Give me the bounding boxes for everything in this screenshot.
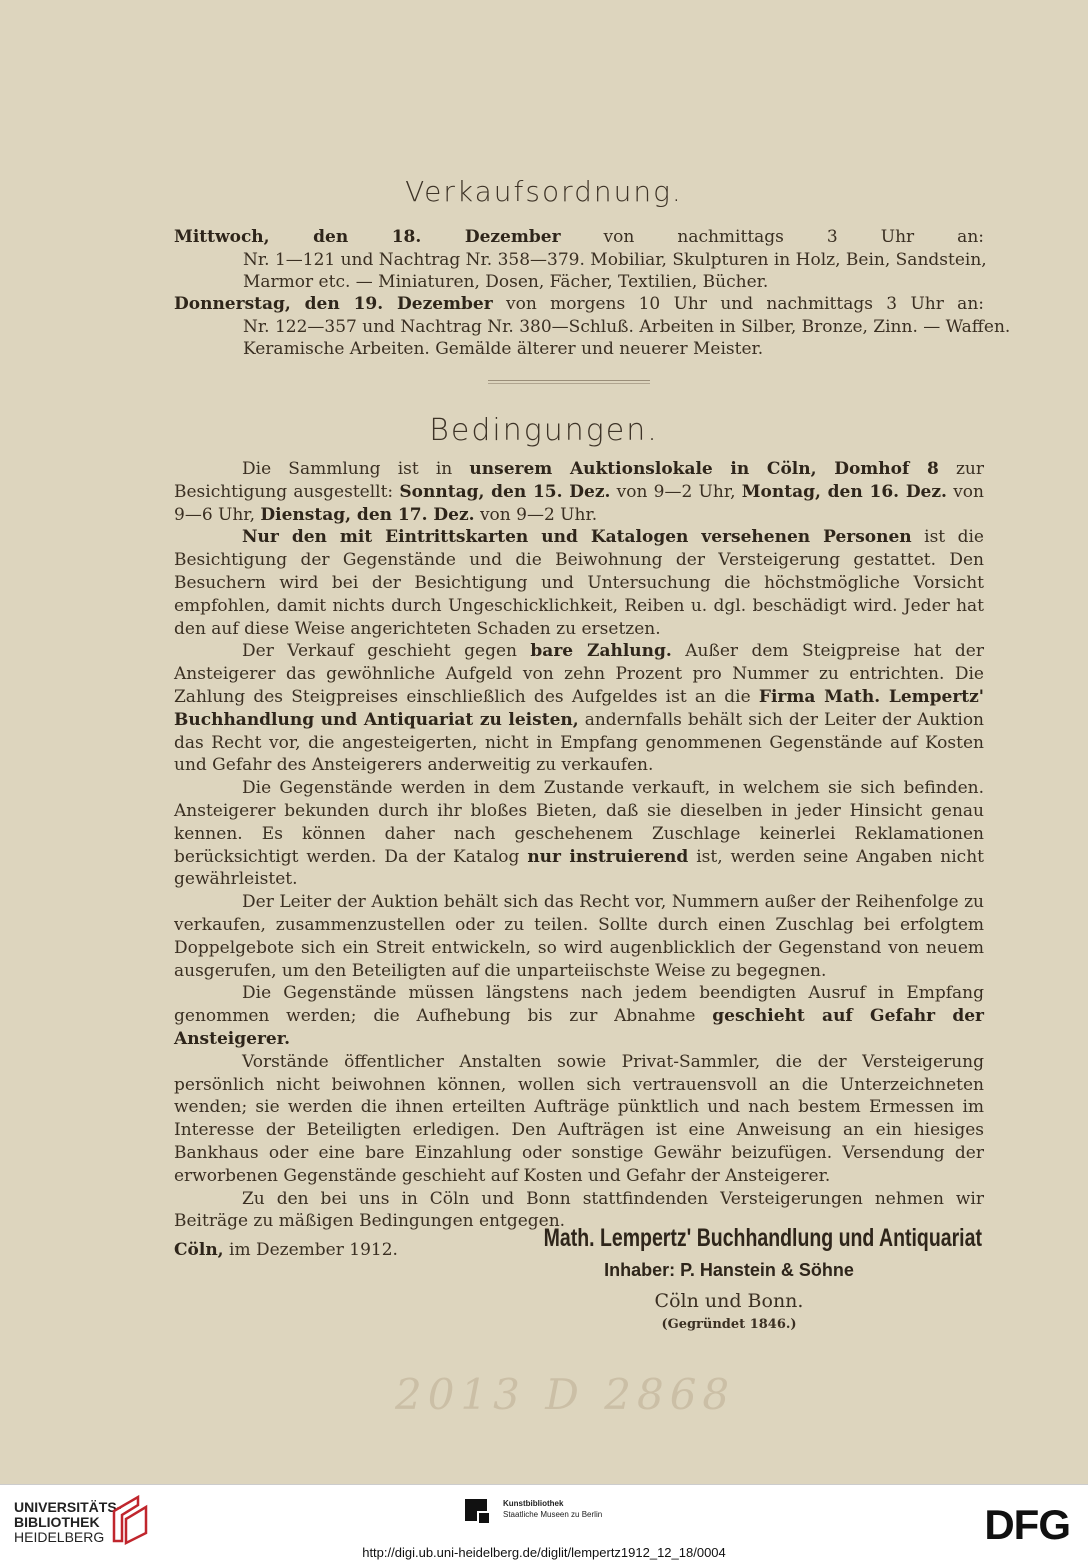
conditions-paragraph-7: Vorstände öffentlicher Anstalten sowie Privat-Sammler, die der Versteigerung persönlich nicht beiwohnen können, wollen sich vertrauensvoll an die Unterzeichneten wenden; sie werden die ihnen erteilten Aufträge pünktlich und nach bestem Ermessen im Interesse der Beteiligten erledigen. Den Aufträgen ist eine Anweisung an ein hiesiges Bankhaus oder eine bare Einzahlung oder sonstige Gewähr beizufügen. Versendung der erworbenen Gegenstände geschieht auf Kosten und Gefahr der Ansteigerer. (174, 1051, 984, 1186)
conditions-paragraph-2: Nur den mit Eintrittskarten und Katalogen versehenen Personen ist die Besichtigung der Gegenstände und die Beiwohnung der Versteigerung gestattet. Den Besuchern wird bei der Besichtigung und Untersuchung die höchstmögliche Vorsicht empfohlen, damit nichts durch Ungeschicklichkeit, Reiben u. dgl. beschädigt wird. Jeder hat den auf diese Weise angerichteten Schaden zu ersetzen. (174, 527, 984, 639)
kunstbibliothek-logo-icon (465, 1499, 493, 1527)
place-date-line: Cöln, im Dezember 1912. (174, 1240, 398, 1261)
dfg-logo: DFG (984, 1501, 1070, 1548)
conditions-paragraph-6: Die Gegenstände müssen längstens nach jedem beendigten Ausruf in Empfang genommen werden; die Aufhebung bis zur Abnahme geschieht auf Gefahr der Ansteigerer. (174, 983, 984, 1049)
conditions-paragraph-8: Zu den bei uns in Cöln und Bonn stattfindenden Versteigerungen nehmen wir Beiträge zu mäßigen Bedingungen entgegen. (174, 1188, 984, 1232)
day1-items-line1: Nr. 1—121 und Nachtrag Nr. 358—379. Mobiliar, Skulpturen in Holz, Bein, Sandstein, (243, 250, 987, 270)
day2-heading: Donnerstag, den 19. Dezember von morgens 10 Uhr und nachmittags 3 Uhr an: (174, 294, 984, 314)
conditions-text (174, 458, 984, 1262)
day1-items-line2: Marmor etc. — Miniaturen, Dosen, Fächer, Textilien, Bücher. (243, 272, 769, 292)
sales-order-title: Verkaufsordnung. (405, 175, 683, 208)
section-divider (488, 380, 650, 384)
kunstbibliothek-label: Kunstbibliothek Staatliche Museen zu Berlin (503, 1499, 603, 1519)
conditions-title: Bedingungen. (429, 413, 659, 448)
conditions-paragraph-1: Die Sammlung ist in unserem Auktionslokale in Cöln, Domhof 8 zur Besichtigung ausgestellt: Sonntag, den 15. Dez. von 9—2 Uhr, Montag, den 16. Dez. von 9—6 Uhr, Dienstag, den 17. Dez. von 9—2 Uhr. (174, 459, 985, 525)
conditions-paragraph-5: Der Leiter der Auktion behält sich das Recht vor, Nummern außer der Reihenfolge zu verkaufen, zusammenzustellen oder zu teilen. Sollte durch einen Zuschlag bei erfolgtem Doppelgebote sich ein Streit entwickeln, so wird augenblicklich der Gegenstand von neuem ausgerufen, um den Beteiligten auf die unparteiischste Weise zu begegnen. (174, 892, 984, 981)
firm-owner: Inhaber: P. Hanstein & Söhne (604, 1260, 854, 1280)
ub-heidelberg-logo-icon (108, 1493, 152, 1545)
source-url-link[interactable]: http://digi.ub.uni-heidelberg.de/diglit/lempertz1912_12_18/0004 (362, 1545, 726, 1560)
firm-city: Cöln und Bonn. (654, 1290, 804, 1312)
ub-heidelberg-logo-text: UNIVERSITÄTS- BIBLIOTHEK HEIDELBERG (14, 1499, 122, 1545)
handwritten-shelfmark: 2013 D 2868 (395, 1370, 736, 1419)
day2-items-line2: Keramische Arbeiten. Gemälde älterer und neuerer Meister. (243, 339, 764, 359)
firm-founded: (Gegründet 1846.) (661, 1317, 797, 1332)
conditions-paragraph-4: Die Gegenstände werden in dem Zustande verkauft, in welchem sie sich befinden. Ansteigerer bekunden durch ihr bloßes Bieten, daß sie dieselben in jeder Hinsicht genau kennen. Es können daher nach geschehenem Zuschlage keinerlei Reklamationen berücksichtigt werden. Da der Katalog nur instruierend ist, werden seine Angaben nicht gewährleistet. (174, 778, 984, 890)
firm-name: Math. Lempertz' Buchhandlung und Antiquariat (543, 1224, 982, 1252)
footer-bar (0, 1484, 1088, 1562)
day1-heading: Mittwoch, den 18. Dezember von nachmittags 3 Uhr an: (174, 227, 984, 247)
conditions-paragraph-3: Der Verkauf geschieht gegen bare Zahlung. Außer dem Steigpreise hat der Ansteigerer das gewöhnliche Aufgeld von zehn Prozent pro Nummer zu entrichten. Die Zahlung des Steigpreises einschließlich des Aufgeldes ist an die Firma Math. Lempertz' Buchhandlung und Antiquariat zu leisten, andernfalls behält sich der Leiter der Auktion das Recht vor, die angesteigerten, nicht in Empfang genommenen Gegenstände auf Kosten und Gefahr des Ansteigerers anderweitig zu verkaufen. (174, 641, 985, 776)
day2-items-line1: Nr. 122—357 und Nachtrag Nr. 380—Schluß. Arbeiten in Silber, Bronze, Zinn. — Waffen. (243, 317, 1011, 337)
